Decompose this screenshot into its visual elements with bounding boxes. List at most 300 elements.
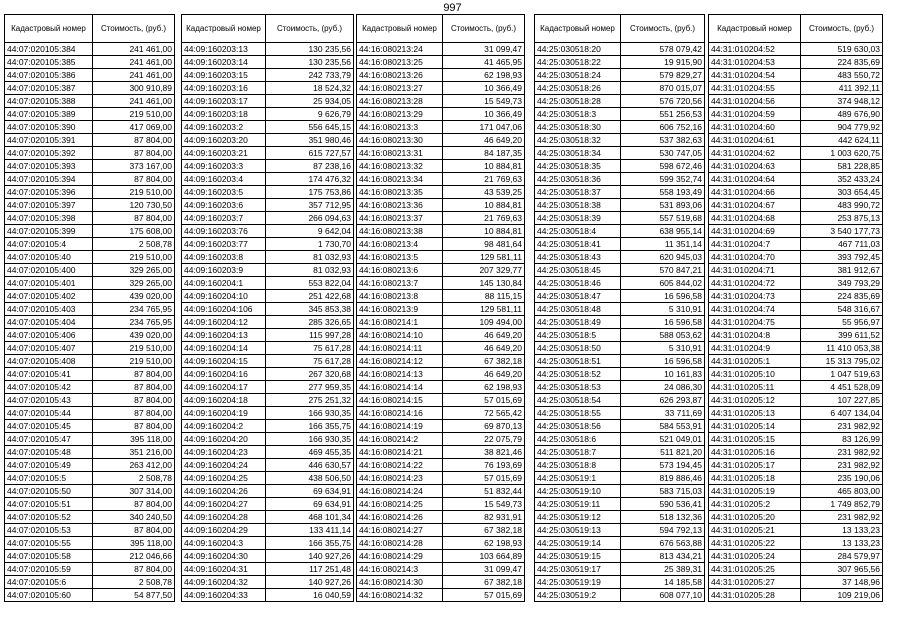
table-row bbox=[709, 407, 883, 420]
table-row bbox=[182, 173, 354, 186]
cost-cell: 140 927,26 bbox=[266, 576, 354, 589]
table-row bbox=[357, 186, 525, 199]
cadastral-number-cell: 44:31:010204:54 bbox=[709, 69, 801, 82]
cost-cell: 16 596,58 bbox=[621, 355, 705, 368]
cost-cell: 553 822,04 bbox=[266, 277, 354, 290]
cost-cell: 46 649,20 bbox=[443, 368, 525, 381]
table-row bbox=[5, 290, 175, 303]
table-row bbox=[182, 199, 354, 212]
cost-cell: 109 219,06 bbox=[801, 589, 883, 602]
cadastral-number-cell: 44:25:030518:4 bbox=[535, 225, 621, 238]
table-row bbox=[357, 511, 525, 524]
cost-cell: 241 461,00 bbox=[93, 43, 175, 56]
cost-cell: 43 539,25 bbox=[443, 186, 525, 199]
table-row bbox=[182, 472, 354, 485]
table-row bbox=[535, 342, 705, 355]
cadastral-number-cell: 44:07:020105:387 bbox=[5, 82, 93, 95]
cost-cell: 2 508,78 bbox=[93, 576, 175, 589]
cadastral-number-cell: 44:25:030519:15 bbox=[535, 550, 621, 563]
cadastral-number-cell: 44:09:160204:13 bbox=[182, 329, 266, 342]
table-row bbox=[535, 329, 705, 342]
cadastral-number-cell: 44:31:010205:1 bbox=[709, 355, 801, 368]
cadastral-number-cell: 44:25:030518:51 bbox=[535, 355, 621, 368]
cadastral-number-cell: 44:16:080213:3 bbox=[357, 121, 443, 134]
cadastral-number-cell: 44:09:160204:30 bbox=[182, 550, 266, 563]
cadastral-number-cell: 44:31:010205:18 bbox=[709, 472, 801, 485]
cadastral-number-cell: 44:25:030518:38 bbox=[535, 199, 621, 212]
cadastral-number-cell: 44:16:080214:11 bbox=[357, 342, 443, 355]
header-row bbox=[357, 15, 525, 43]
cadastral-number-cell: 44:31:010204:55 bbox=[709, 82, 801, 95]
cadastral-number-cell: 44:31:010204:62 bbox=[709, 147, 801, 160]
table-row bbox=[182, 277, 354, 290]
cost-cell: 2 508,78 bbox=[93, 238, 175, 251]
cost-cell: 605 844,02 bbox=[621, 277, 705, 290]
table-row bbox=[357, 225, 525, 238]
table-row bbox=[357, 316, 525, 329]
table-row bbox=[357, 43, 525, 56]
table-row bbox=[709, 355, 883, 368]
cadastral-number-cell: 44:16:080213:7 bbox=[357, 277, 443, 290]
cadastral-number-cell: 44:16:080214:32 bbox=[357, 589, 443, 602]
table-row bbox=[357, 589, 525, 602]
table-row bbox=[182, 420, 354, 433]
table-row bbox=[535, 537, 705, 550]
cadastral-number-cell: 44:07:020105:397 bbox=[5, 199, 93, 212]
cost-cell: 588 053,62 bbox=[621, 329, 705, 342]
cost-cell: 573 194,45 bbox=[621, 459, 705, 472]
cadastral-number-cell: 44:16:080214:22 bbox=[357, 459, 443, 472]
table-row bbox=[182, 147, 354, 160]
cadastral-number-cell: 44:31:010204:67 bbox=[709, 199, 801, 212]
cost-cell: 467 711,03 bbox=[801, 238, 883, 251]
table-row bbox=[357, 537, 525, 550]
header-row bbox=[182, 15, 354, 43]
cadastral-number-cell: 44:09:160204:29 bbox=[182, 524, 266, 537]
cadastral-number-cell: 44:07:020105:394 bbox=[5, 173, 93, 186]
table-row bbox=[5, 316, 175, 329]
cadastral-number-cell: 44:16:080213:24 bbox=[357, 43, 443, 56]
table-row bbox=[709, 394, 883, 407]
cost-cell: 219 510,00 bbox=[93, 186, 175, 199]
table-row bbox=[5, 342, 175, 355]
table-row bbox=[5, 95, 175, 108]
cadastral-number-cell: 44:09:160204:10 bbox=[182, 290, 266, 303]
cadastral-number-cell: 44:31:010204:68 bbox=[709, 212, 801, 225]
cost-cell: 16 040,59 bbox=[266, 589, 354, 602]
table-row bbox=[357, 342, 525, 355]
cadastral-number-cell: 44:09:160204:20 bbox=[182, 433, 266, 446]
cost-cell: 598 672,46 bbox=[621, 160, 705, 173]
table-row bbox=[535, 82, 705, 95]
cadastral-number-cell: 44:25:030519:12 bbox=[535, 511, 621, 524]
table-row bbox=[535, 43, 705, 56]
table-row bbox=[182, 368, 354, 381]
table-row bbox=[182, 576, 354, 589]
cost-cell: 129 581,11 bbox=[443, 303, 525, 316]
table-row bbox=[709, 446, 883, 459]
table-row bbox=[709, 251, 883, 264]
table-row bbox=[709, 329, 883, 342]
cadastral-number-cell: 44:16:080214:25 bbox=[357, 498, 443, 511]
cost-cell: 570 847,21 bbox=[621, 264, 705, 277]
cadastral-number-cell: 44:16:080214:19 bbox=[357, 420, 443, 433]
cost-table-5 bbox=[708, 14, 883, 602]
cadastral-number-header: Кадастровый номер bbox=[182, 15, 266, 43]
cadastral-number-cell: 44:25:030518:20 bbox=[535, 43, 621, 56]
cadastral-number-cell: 44:09:160204:17 bbox=[182, 381, 266, 394]
cadastral-number-cell: 44:09:160203:3 bbox=[182, 160, 266, 173]
cost-table-4 bbox=[534, 14, 705, 602]
cost-cell: 9 642,04 bbox=[266, 225, 354, 238]
cost-cell: 87 804,00 bbox=[93, 173, 175, 186]
cost-cell: 219 510,00 bbox=[93, 108, 175, 121]
table-row bbox=[5, 394, 175, 407]
cadastral-number-cell: 44:09:160204:28 bbox=[182, 511, 266, 524]
table-row bbox=[182, 69, 354, 82]
table-row bbox=[182, 43, 354, 56]
cost-cell: 1 730,70 bbox=[266, 238, 354, 251]
cadastral-number-cell: 44:16:080214:15 bbox=[357, 394, 443, 407]
cadastral-number-cell: 44:25:030518:55 bbox=[535, 407, 621, 420]
cadastral-number-cell: 44:09:160203:14 bbox=[182, 56, 266, 69]
table-row bbox=[357, 459, 525, 472]
cost-cell: 578 079,42 bbox=[621, 43, 705, 56]
cost-cell: 241 461,00 bbox=[93, 56, 175, 69]
table-row bbox=[535, 381, 705, 394]
cadastral-number-cell: 44:09:160203:17 bbox=[182, 95, 266, 108]
table-row bbox=[182, 316, 354, 329]
cadastral-number-cell: 44:16:080214:24 bbox=[357, 485, 443, 498]
cadastral-number-cell: 44:16:080214:21 bbox=[357, 446, 443, 459]
cadastral-number-cell: 44:25:030518:43 bbox=[535, 251, 621, 264]
cost-cell: 465 803,00 bbox=[801, 485, 883, 498]
cadastral-number-cell: 44:31:010204:53 bbox=[709, 56, 801, 69]
cost-cell: 87 804,00 bbox=[93, 212, 175, 225]
cadastral-number-cell: 44:25:030518:54 bbox=[535, 394, 621, 407]
cadastral-number-cell: 44:09:160204:15 bbox=[182, 355, 266, 368]
cadastral-number-cell: 44:31:010204:64 bbox=[709, 173, 801, 186]
cadastral-number-cell: 44:09:160204:3 bbox=[182, 537, 266, 550]
cost-header: Стоимость, (руб.) bbox=[443, 15, 525, 43]
cost-cell: 219 510,00 bbox=[93, 355, 175, 368]
cost-cell: 551 256,53 bbox=[621, 108, 705, 121]
cadastral-number-cell: 44:09:160203:6 bbox=[182, 199, 266, 212]
cadastral-number-cell: 44:07:020105:401 bbox=[5, 277, 93, 290]
table-row bbox=[182, 95, 354, 108]
table-row bbox=[357, 524, 525, 537]
cadastral-number-cell: 44:07:020105:45 bbox=[5, 420, 93, 433]
cost-cell: 175 753,86 bbox=[266, 186, 354, 199]
table-row bbox=[535, 134, 705, 147]
cost-cell: 69 634,91 bbox=[266, 485, 354, 498]
table-row bbox=[5, 498, 175, 511]
table-row bbox=[357, 251, 525, 264]
cadastral-number-cell: 44:25:030518:6 bbox=[535, 433, 621, 446]
cost-cell: 638 955,14 bbox=[621, 225, 705, 238]
cadastral-number-cell: 44:31:010205:14 bbox=[709, 420, 801, 433]
cadastral-number-cell: 44:25:030518:28 bbox=[535, 95, 621, 108]
cadastral-number-cell: 44:25:030518:34 bbox=[535, 147, 621, 160]
cadastral-number-cell: 44:31:010204:7 bbox=[709, 238, 801, 251]
page-number: 997 bbox=[443, 2, 462, 14]
table-row bbox=[709, 160, 883, 173]
cadastral-number-cell: 44:25:030518:47 bbox=[535, 290, 621, 303]
cost-cell: 219 510,00 bbox=[93, 342, 175, 355]
cadastral-number-cell: 44:31:010205:13 bbox=[709, 407, 801, 420]
table-row bbox=[709, 433, 883, 446]
table-row bbox=[535, 433, 705, 446]
table-row bbox=[182, 355, 354, 368]
cost-cell: 72 565,42 bbox=[443, 407, 525, 420]
cost-cell: 870 015,07 bbox=[621, 82, 705, 95]
cadastral-number-cell: 44:25:030519:1 bbox=[535, 472, 621, 485]
table-row bbox=[709, 498, 883, 511]
cost-cell: 531 893,06 bbox=[621, 199, 705, 212]
cadastral-number-header: Кадастровый номер bbox=[5, 15, 93, 43]
cost-cell: 38 821,46 bbox=[443, 446, 525, 459]
cadastral-number-cell: 44:31:010205:20 bbox=[709, 511, 801, 524]
cost-cell: 576 720,56 bbox=[621, 95, 705, 108]
table-row bbox=[709, 420, 883, 433]
cost-cell: 87 804,00 bbox=[93, 394, 175, 407]
cost-cell: 15 549,73 bbox=[443, 498, 525, 511]
cost-cell: 558 193,49 bbox=[621, 186, 705, 199]
table-row bbox=[357, 329, 525, 342]
cost-cell: 24 086,30 bbox=[621, 381, 705, 394]
table-row bbox=[709, 134, 883, 147]
cost-cell: 351 980,46 bbox=[266, 134, 354, 147]
table-row bbox=[182, 381, 354, 394]
table-row bbox=[535, 95, 705, 108]
cost-cell: 224 835,69 bbox=[801, 290, 883, 303]
cadastral-number-cell: 44:25:030518:8 bbox=[535, 459, 621, 472]
cadastral-number-cell: 44:09:160203:77 bbox=[182, 238, 266, 251]
table-row bbox=[709, 563, 883, 576]
cost-cell: 51 832,44 bbox=[443, 485, 525, 498]
table-row bbox=[357, 290, 525, 303]
cost-cell: 277 959,35 bbox=[266, 381, 354, 394]
cadastral-number-cell: 44:07:020105:404 bbox=[5, 316, 93, 329]
table-row bbox=[5, 173, 175, 186]
table-row bbox=[5, 407, 175, 420]
table-row bbox=[357, 160, 525, 173]
cost-cell: 329 265,00 bbox=[93, 264, 175, 277]
table-row bbox=[535, 69, 705, 82]
cost-cell: 81 032,93 bbox=[266, 264, 354, 277]
table-row bbox=[709, 212, 883, 225]
cadastral-number-cell: 44:31:010205:19 bbox=[709, 485, 801, 498]
table-row bbox=[709, 121, 883, 134]
cadastral-number-cell: 44:16:080214:28 bbox=[357, 537, 443, 550]
cadastral-number-cell: 44:16:080213:31 bbox=[357, 147, 443, 160]
table-row bbox=[5, 446, 175, 459]
cost-cell: 33 711,69 bbox=[621, 407, 705, 420]
table-row bbox=[535, 290, 705, 303]
table-row bbox=[182, 537, 354, 550]
cost-cell: 557 519,68 bbox=[621, 212, 705, 225]
cost-cell: 395 118,00 bbox=[93, 433, 175, 446]
cadastral-number-cell: 44:09:160203:5 bbox=[182, 186, 266, 199]
cost-cell: 676 563,88 bbox=[621, 537, 705, 550]
cost-cell: 469 455,35 bbox=[266, 446, 354, 459]
cost-cell: 87 804,00 bbox=[93, 524, 175, 537]
cadastral-number-cell: 44:16:080213:9 bbox=[357, 303, 443, 316]
cost-cell: 352 433,24 bbox=[801, 173, 883, 186]
cost-table-1 bbox=[4, 14, 175, 602]
cost-cell: 584 553,91 bbox=[621, 420, 705, 433]
cadastral-number-cell: 44:31:010204:56 bbox=[709, 95, 801, 108]
cost-cell: 87 804,00 bbox=[93, 134, 175, 147]
cadastral-number-cell: 44:09:160204:14 bbox=[182, 342, 266, 355]
table-row bbox=[709, 95, 883, 108]
cadastral-number-cell: 44:16:080214:26 bbox=[357, 511, 443, 524]
cost-header: Стоимость, (руб.) bbox=[93, 15, 175, 43]
cadastral-number-cell: 44:31:010204:63 bbox=[709, 160, 801, 173]
cost-cell: 219 510,00 bbox=[93, 251, 175, 264]
cadastral-number-cell: 44:16:080214:12 bbox=[357, 355, 443, 368]
cost-header: Стоимость, (руб.) bbox=[801, 15, 883, 43]
cost-cell: 13 133,23 bbox=[801, 524, 883, 537]
cost-cell: 166 355,75 bbox=[266, 537, 354, 550]
table-row bbox=[182, 433, 354, 446]
cadastral-number-cell: 44:07:020105:384 bbox=[5, 43, 93, 56]
table-row bbox=[709, 186, 883, 199]
cadastral-number-header: Кадастровый номер bbox=[709, 15, 801, 43]
table-row bbox=[709, 316, 883, 329]
cadastral-number-cell: 44:09:160204:23 bbox=[182, 446, 266, 459]
cost-cell: 608 077,10 bbox=[621, 589, 705, 602]
cost-cell: 241 461,00 bbox=[93, 95, 175, 108]
cost-cell: 10 884,81 bbox=[443, 160, 525, 173]
cost-cell: 140 927,26 bbox=[266, 550, 354, 563]
cadastral-number-cell: 44:09:160204:27 bbox=[182, 498, 266, 511]
cadastral-number-cell: 44:16:080213:5 bbox=[357, 251, 443, 264]
cadastral-number-cell: 44:25:030519:2 bbox=[535, 589, 621, 602]
table-row bbox=[535, 407, 705, 420]
cost-cell: 590 536,41 bbox=[621, 498, 705, 511]
table-row bbox=[535, 446, 705, 459]
cadastral-number-cell: 44:09:160203:8 bbox=[182, 251, 266, 264]
cadastral-number-cell: 44:16:080213:34 bbox=[357, 173, 443, 186]
cadastral-number-cell: 44:09:160203:15 bbox=[182, 69, 266, 82]
table-row bbox=[535, 394, 705, 407]
cost-cell: 581 228,85 bbox=[801, 160, 883, 173]
table-row bbox=[357, 498, 525, 511]
table-row bbox=[535, 251, 705, 264]
table-row bbox=[357, 264, 525, 277]
table-row bbox=[357, 303, 525, 316]
cost-cell: 98 481,64 bbox=[443, 238, 525, 251]
cost-cell: 393 792,45 bbox=[801, 251, 883, 264]
cost-cell: 231 982,92 bbox=[801, 459, 883, 472]
cost-cell: 11 351,14 bbox=[621, 238, 705, 251]
table-row bbox=[5, 524, 175, 537]
cadastral-number-cell: 44:25:030518:46 bbox=[535, 277, 621, 290]
cost-cell: 55 956,97 bbox=[801, 316, 883, 329]
table-row bbox=[535, 511, 705, 524]
cadastral-number-cell: 44:07:020105:47 bbox=[5, 433, 93, 446]
cadastral-number-cell: 44:31:010204:8 bbox=[709, 329, 801, 342]
cost-cell: 166 355,75 bbox=[266, 420, 354, 433]
cadastral-number-cell: 44:09:160204:25 bbox=[182, 472, 266, 485]
cadastral-number-cell: 44:25:030518:48 bbox=[535, 303, 621, 316]
cadastral-number-cell: 44:16:080214:13 bbox=[357, 368, 443, 381]
cadastral-number-cell: 44:16:080213:6 bbox=[357, 264, 443, 277]
table-row bbox=[5, 485, 175, 498]
table-row bbox=[709, 43, 883, 56]
cadastral-number-cell: 44:25:030518:50 bbox=[535, 342, 621, 355]
cost-cell: 57 015,69 bbox=[443, 394, 525, 407]
cost-cell: 519 630,03 bbox=[801, 43, 883, 56]
table-row bbox=[709, 381, 883, 394]
table-row bbox=[535, 108, 705, 121]
table-row bbox=[5, 43, 175, 56]
cost-cell: 109 494,00 bbox=[443, 316, 525, 329]
cost-cell: 615 727,57 bbox=[266, 147, 354, 160]
table-row bbox=[535, 225, 705, 238]
table-row bbox=[182, 290, 354, 303]
cost-cell: 417 069,00 bbox=[93, 121, 175, 134]
cadastral-number-cell: 44:25:030518:37 bbox=[535, 186, 621, 199]
table-row bbox=[709, 290, 883, 303]
cadastral-number-cell: 44:07:020105:402 bbox=[5, 290, 93, 303]
cost-cell: 133 411,14 bbox=[266, 524, 354, 537]
cost-cell: 87 804,00 bbox=[93, 420, 175, 433]
cadastral-number-cell: 44:09:160203:16 bbox=[182, 82, 266, 95]
cost-cell: 10 884,81 bbox=[443, 199, 525, 212]
cadastral-number-cell: 44:07:020105:403 bbox=[5, 303, 93, 316]
cost-cell: 145 130,84 bbox=[443, 277, 525, 290]
cost-cell: 62 198,93 bbox=[443, 69, 525, 82]
cost-cell: 11 410 053,38 bbox=[801, 342, 883, 355]
table-row bbox=[182, 342, 354, 355]
table-row bbox=[182, 407, 354, 420]
table-row bbox=[182, 212, 354, 225]
cadastral-number-cell: 44:09:160203:21 bbox=[182, 147, 266, 160]
table-row bbox=[5, 186, 175, 199]
table-row bbox=[5, 511, 175, 524]
cadastral-number-cell: 44:25:030518:3 bbox=[535, 108, 621, 121]
cost-cell: 46 649,20 bbox=[443, 329, 525, 342]
cost-cell: 207 329,77 bbox=[443, 264, 525, 277]
cadastral-number-cell: 44:09:160203:9 bbox=[182, 264, 266, 277]
cost-cell: 16 596,58 bbox=[621, 316, 705, 329]
table-row bbox=[709, 459, 883, 472]
table-row bbox=[535, 173, 705, 186]
cadastral-number-cell: 44:07:020105:392 bbox=[5, 147, 93, 160]
cost-cell: 411 392,11 bbox=[801, 82, 883, 95]
cadastral-number-cell: 44:07:020105:408 bbox=[5, 355, 93, 368]
cost-cell: 120 730,50 bbox=[93, 199, 175, 212]
cost-cell: 14 185,58 bbox=[621, 576, 705, 589]
cadastral-number-cell: 44:07:020105:399 bbox=[5, 225, 93, 238]
cadastral-number-cell: 44:07:020105:407 bbox=[5, 342, 93, 355]
table-row bbox=[357, 472, 525, 485]
table-row bbox=[182, 303, 354, 316]
table-row bbox=[357, 121, 525, 134]
table-row bbox=[182, 225, 354, 238]
cadastral-number-cell: 44:09:160204:19 bbox=[182, 407, 266, 420]
cost-cell: 381 912,67 bbox=[801, 264, 883, 277]
cadastral-number-cell: 44:25:030518:49 bbox=[535, 316, 621, 329]
cost-cell: 75 617,28 bbox=[266, 342, 354, 355]
table-row bbox=[535, 264, 705, 277]
cost-cell: 67 382,18 bbox=[443, 355, 525, 368]
cadastral-number-cell: 44:07:020105:5 bbox=[5, 472, 93, 485]
cadastral-number-cell: 44:31:010204:72 bbox=[709, 277, 801, 290]
cost-cell: 251 422,68 bbox=[266, 290, 354, 303]
